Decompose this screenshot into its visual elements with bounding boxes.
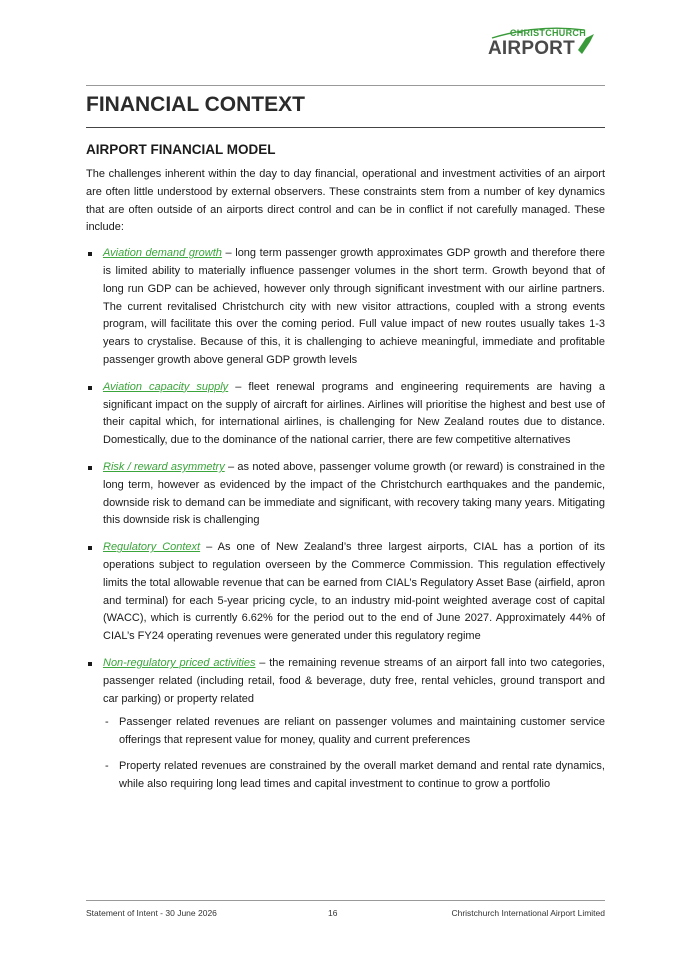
bullet-risk-reward-asymmetry <box>86 459 605 530</box>
bullet-aviation-capacity-supply <box>86 379 605 450</box>
term-link[interactable]: Aviation capacity supply <box>103 380 229 393</box>
bullet-text: – the remaining revenue streams of an airport fall into two categories, passenger related (including retail, food & beverage, duty free, rental vehicles, ground transport and car parking) or property related <box>103 656 605 705</box>
intro-paragraph: The challenges inherent within the day to day financial, operational and investment activities of an airport are often little understood by external observers. These constraints stem from a number of key dynamics that are often outside of an airports direct control and can be in conflict if not carefully managed. These include: <box>86 168 605 234</box>
term-link[interactable]: Risk / reward asymmetry <box>103 460 225 473</box>
body-content <box>86 166 605 803</box>
christchurch-airport-logo <box>486 24 598 60</box>
revenue-sub-list <box>103 714 605 793</box>
logo-main-text: AIRPORT <box>488 38 575 59</box>
header-divider <box>86 85 605 86</box>
page-footer <box>86 908 605 922</box>
bullet-text: – As one of New Zealand’s three largest airports, CIAL has a portion of its operations subject to regulation overseen by the Commerce Commission. This regulation effectively limits the total allowable revenue that can be earned from CIAL’s Regulatory Asset Base (airfield, apron and terminal) for each 5-year pricing cycle, to an industry mid-point weighted average cost of capital (WACC), which is currently 6.62% for the period out to the end of June 2027. Approximately 44% of CIAL’s FY24 operating revenues were generated under this regulatory regime <box>103 541 605 643</box>
bullet-aviation-demand-growth <box>86 245 605 370</box>
bullet-text: – fleet renewal programs and engineering requirements are having a significant impact on the supply of aircraft for airlines. Airlines will prioritise the highest and best use of their capital which, for international airlines, is challenging for New Zealand routes due to distance. Domestically, due to the dominance of the national carrier, there are few competitive alternatives <box>103 380 605 447</box>
bullet-regulatory-context <box>86 539 605 646</box>
footer-company-name: Christchurch International Airport Limited <box>451 908 605 918</box>
sub-bullet-passenger-related: - Passenger related revenues are reliant on passenger volumes and maintaining customer service offerings that represent value for money, quality and current preferences <box>103 714 605 750</box>
term-link[interactable]: Non-regulatory priced activities <box>103 656 256 669</box>
footer-divider <box>86 900 605 901</box>
dynamics-list <box>86 245 605 793</box>
footer-document-title: Statement of Intent - 30 June 2026 <box>86 908 217 918</box>
footer-page-number: 16 <box>328 908 338 918</box>
bullet-text: – as noted above, passenger volume growth (or reward) is constrained in the long term, however as evidenced by the impact of the Christchurch earthquakes and the pandemic, downside risk to demand can be immediate and significant, with recovery taking many years. Mitigating this downside risk is challenging <box>103 460 605 527</box>
bullet-text: – long term passenger growth approximates GDP growth and therefore there is limited ability to materially influence passenger volumes in the short term. Growth beyond that of long run GDP can be achieved, however only through significant investment with our airline partners. The current revitalised Christchurch city with new visitor attractions, coupled with a strong events program, will facilitate this over the coming period. Full value impact of new routes usually takes 1-3 years to crystalise. Because of this, it is challenging to achieve meaningful, immediate and profitable passenger growth above general GDP growth levels <box>103 247 605 366</box>
sub-bullet-property-related: - Property related revenues are constrained by the overall market demand and rental rate dynamics, while also requiring long lead times and capital investment to continue to grow a portfolio <box>103 758 605 794</box>
title-divider <box>86 127 605 128</box>
term-link[interactable]: Aviation demand growth <box>103 247 222 260</box>
logo-top-text: CHRISTCHURCH <box>509 28 586 38</box>
term-link[interactable]: Regulatory Context <box>103 541 201 554</box>
bullet-non-regulatory-priced-activities <box>86 655 605 794</box>
page-title: FINANCIAL CONTEXT <box>86 93 305 116</box>
section-title: AIRPORT FINANCIAL MODEL <box>86 142 276 157</box>
